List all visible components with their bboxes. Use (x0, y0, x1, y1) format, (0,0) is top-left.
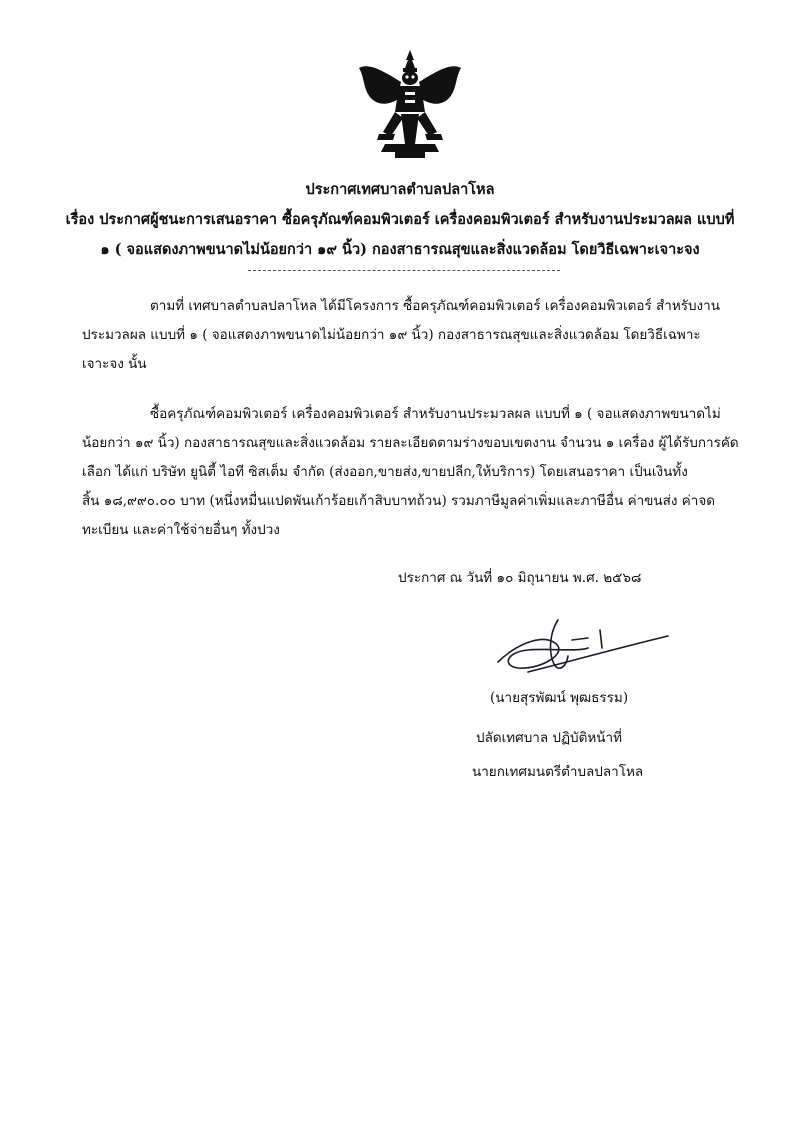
paragraph-2-line: สิ้น ๑๘,๙๙๐.๐๐ บาท (หนึ่งหมื่นแปดพันเก้าร้อยเก้าสิบบาทถ้วน) รวมภาษีมูลค่าเพิ่มและภาษีอื่น ค่าขนส่ง ค่าจด (82, 493, 716, 509)
paragraph-2-line: ซื้อครุภัณฑ์คอมพิวเตอร์ เครื่องคอมพิวเตอร์ สำหรับงานประมวลผล แบบที่ ๑ ( จอแสดงภาพขนาดไม่ (150, 406, 721, 422)
announcement-date: ประกาศ ณ วันที่ ๑๐ มิถุนายน พ.ศ. ๒๕๖๘ (398, 570, 642, 586)
title-divider (248, 270, 560, 271)
paragraph-2-line: เลือก ได้แก่ บริษัท ยูนิตี้ ไอที ซิสเต็ม จำกัด (ส่งออก,ขายส่ง,ขายปลีก,ให้บริการ) โดยเสนอราคา เป็นเงินทั้ง (82, 464, 688, 480)
garuda-emblem-icon (355, 48, 465, 163)
signatory-position-1: ปลัดเทศบาล ปฏิบัติหน้าที่ (476, 730, 622, 746)
announcement-title: ประกาศเทศบาลตำบลปลาโหล (305, 181, 495, 198)
handwritten-signature (488, 612, 673, 682)
paragraph-2-line: น้อยกว่า ๑๙ นิ้ว) กองสาธารณสุขและสิ่งแวดล้อม รายละเอียดตามร่างขอบเขตงาน จำนวน ๑ เครื่อง ผู้ได้รับการคัด (82, 435, 739, 451)
paragraph-2-line: ทะเบียน และค่าใช้จ่ายอื่นๆ ทั้งปวง (82, 522, 280, 538)
paragraph-1-line: ตามที่ เทศบาลตำบลปลาโหล ได้มีโครงการ ซื้อครุภัณฑ์คอมพิวเตอร์ เครื่องคอมพิวเตอร์ สำหรับงาน (150, 298, 720, 314)
signatory-position-2: นายกเทศมนตรีตำบลปลาโหล (472, 764, 644, 780)
announcement-subject-line-1: เรื่อง ประกาศผู้ชนะการเสนอราคา ซื้อครุภัณฑ์คอมพิวเตอร์ เครื่องคอมพิวเตอร์ สำหรับงานประมวลผล แบบที่ (65, 211, 735, 228)
signatory-name: (นายสุรพัฒน์ พุฒธรรม) (490, 690, 629, 706)
paragraph-2 (82, 400, 739, 545)
paragraph-1-line: ประมวลผล แบบที่ ๑ ( จอแสดงภาพขนาดไม่น้อยกว่า ๑๙ นิ้ว) กองสาธารณสุขและสิ่งแวดล้อม โดยวิธีเฉพาะ (82, 327, 701, 343)
paragraph-1 (82, 292, 722, 379)
paragraph-1-line: เจาะจง นั้น (82, 356, 147, 372)
announcement-subject-line-2: ๑ ( จอแสดงภาพขนาดไม่น้อยกว่า ๑๙ นิ้ว) กองสาธารณสุขและสิ่งแวดล้อม โดยวิธีเฉพาะเจาะจง (100, 241, 700, 258)
